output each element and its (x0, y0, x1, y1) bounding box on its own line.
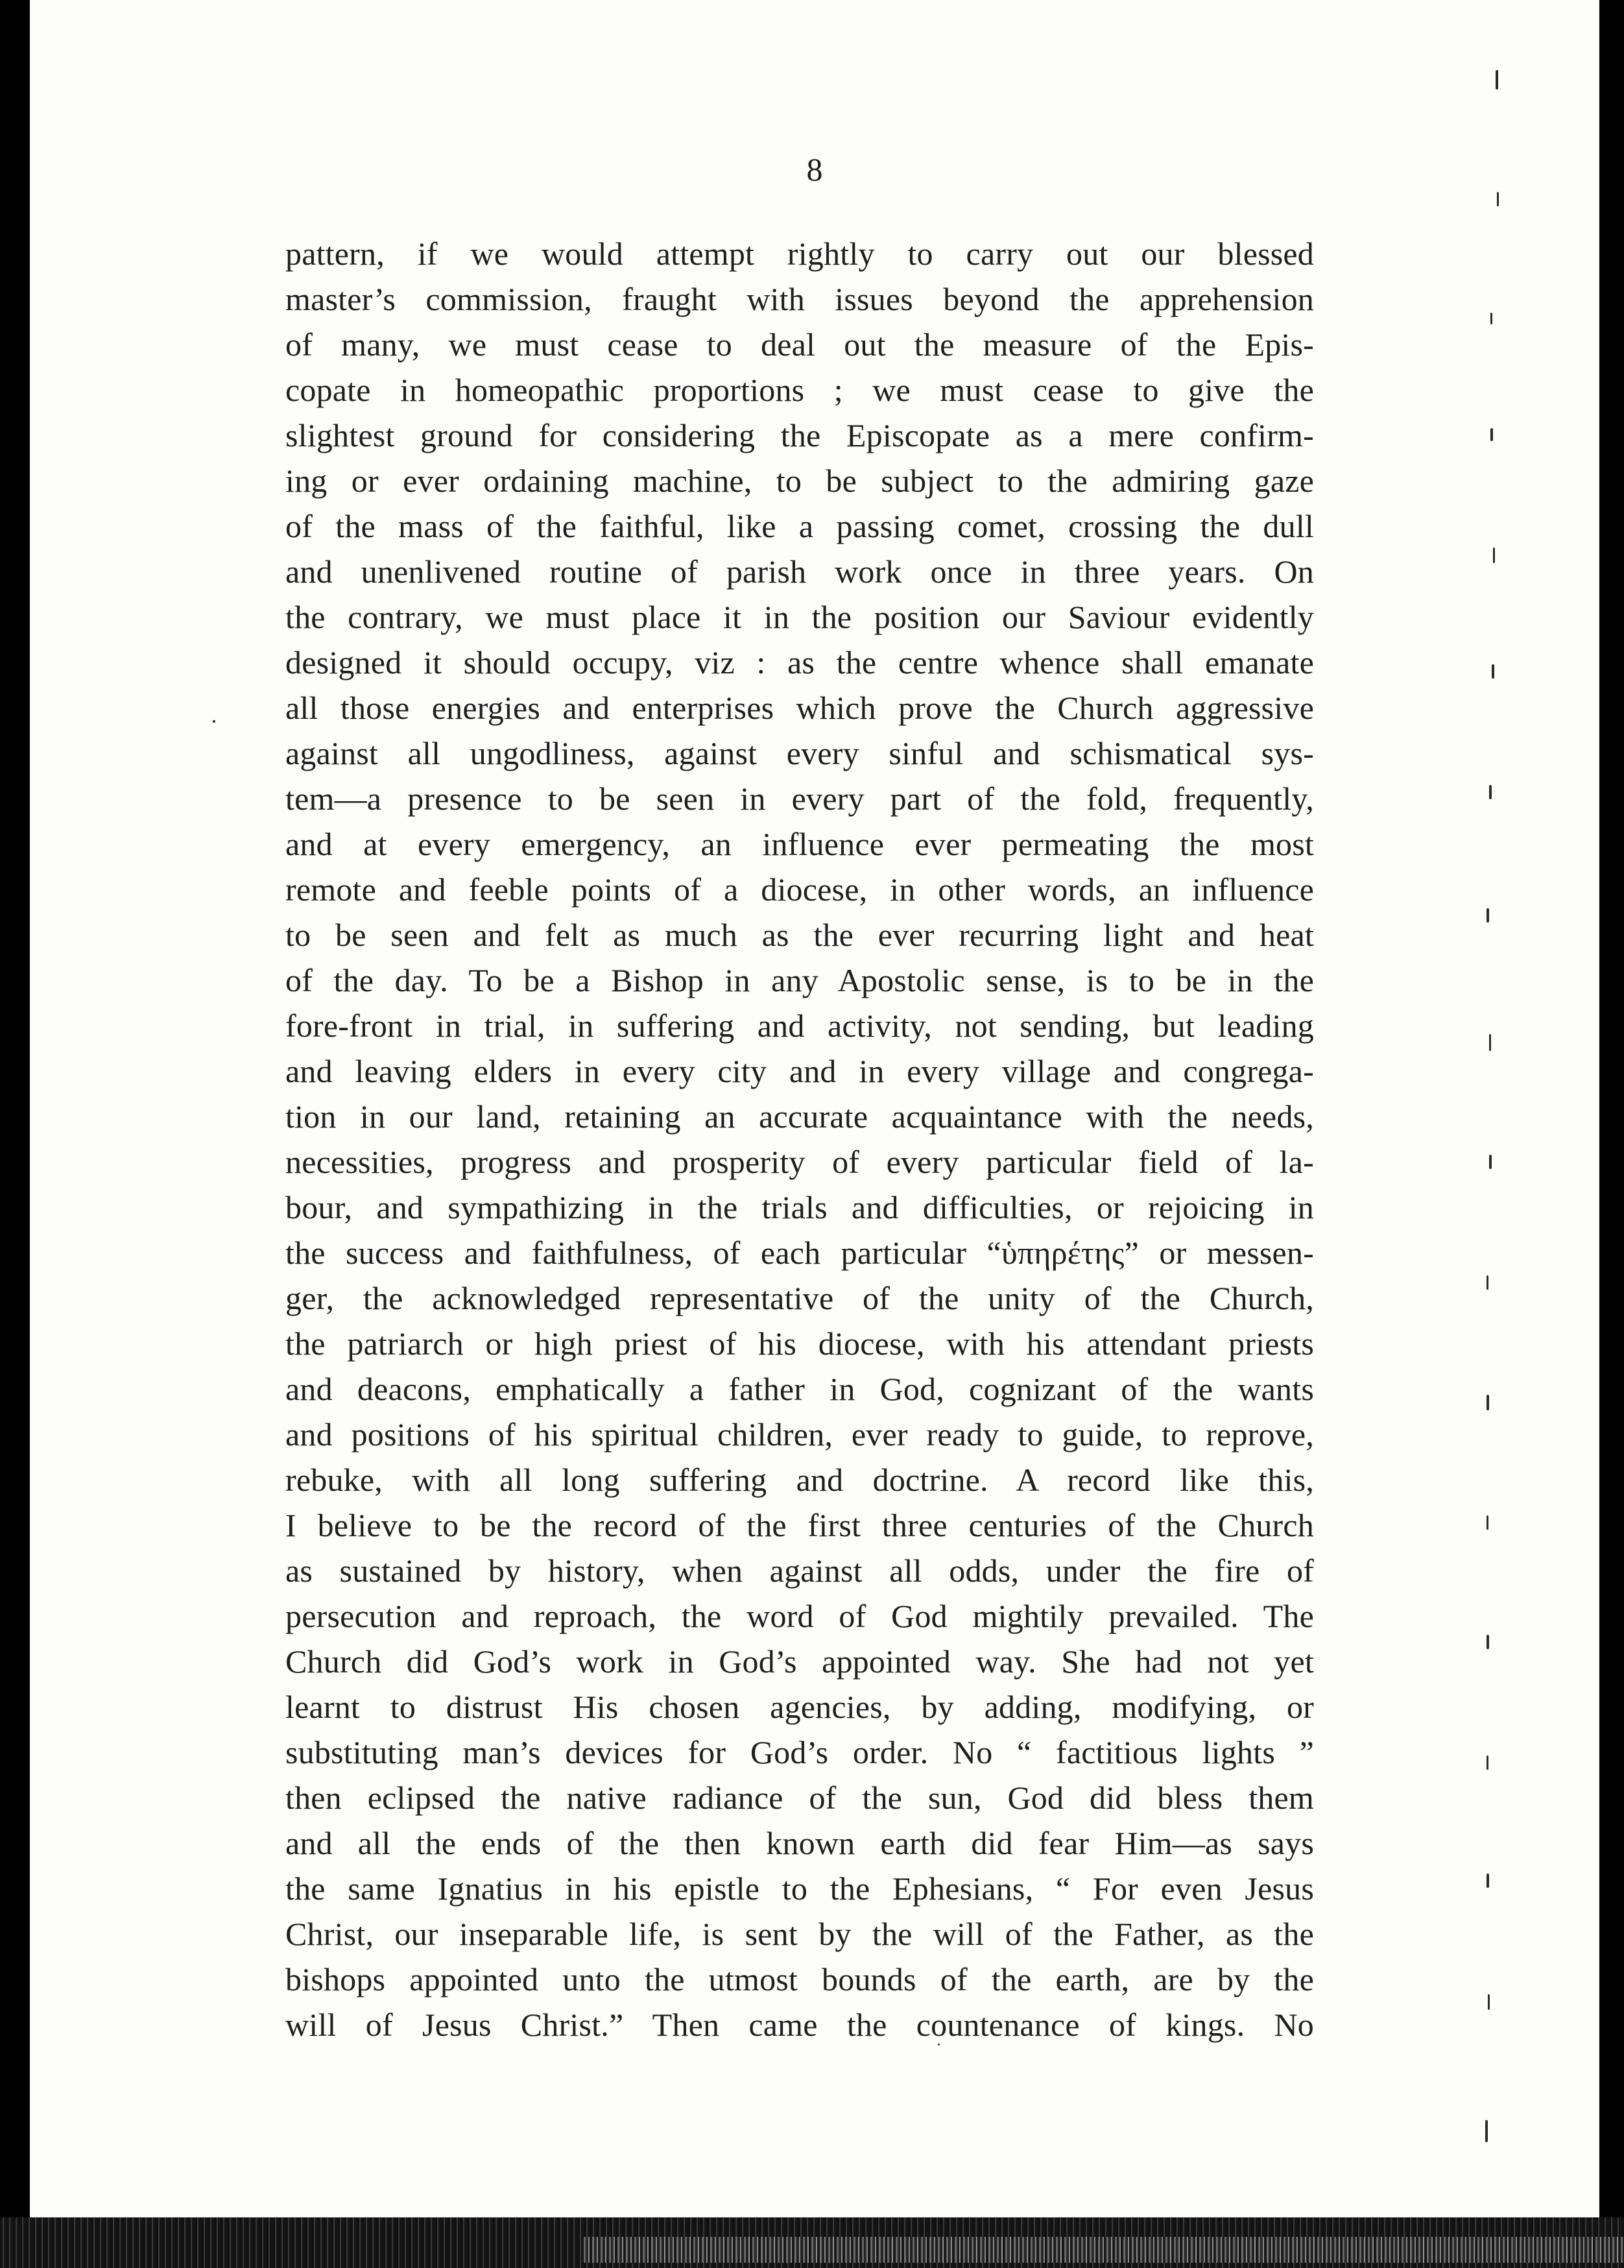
text-line-28: rebuke, with all long suffering and doctrine. A record like this, (285, 1462, 1314, 1498)
text-line-21: necessities, progress and prosperity of every particular field of la- (285, 1144, 1314, 1180)
text-line-31: persecution and reproach, the word of God mightily prevailed. The (285, 1598, 1314, 1634)
text-line-25: the patriarch or high priest of his diocese, with his attendant priests (285, 1325, 1314, 1362)
text-line-5: slightest ground for considering the Episcopate as a mere confirm- (285, 417, 1314, 453)
text-line-7: of the mass of the faithful, like a passing comet, crossing the dull (285, 508, 1314, 544)
text-line-29: I believe to be the record of the first three centuries of the Church (285, 1507, 1314, 1543)
scan-artifact-mark (1487, 1755, 1488, 1770)
text-line-17: of the day. To be a Bishop in any Apostolic sense, is to be in the (285, 962, 1314, 998)
scan-artifact-mark (1492, 664, 1494, 679)
scan-artifact-mark (1487, 1515, 1488, 1530)
scan-artifact-mark (1489, 785, 1492, 799)
text-line-34: substituting man’s devices for God’s order. No “ factitious lights ” (285, 1734, 1314, 1770)
text-line-36: and all the ends of the then known earth did fear Him—as says (285, 1825, 1314, 1861)
text-line-32: Church did God’s work in God’s appointed way. She had not yet (285, 1643, 1314, 1680)
text-line-9: the contrary, we must place it in the position our Saviour evidently (285, 599, 1314, 635)
text-line-4: copate in homeopathic proportions ; we must cease to give the (285, 372, 1314, 408)
text-line-6: ing or ever ordaining machine, to be subject to the admiring gaze (285, 463, 1314, 499)
text-line-27: and positions of his spiritual children, ever ready to guide, to reprove, (285, 1416, 1314, 1453)
text-line-8: and unenlivened routine of parish work once in three years. On (285, 553, 1314, 590)
text-line-30: as sustained by history, when against all odds, under the fire of (285, 1552, 1314, 1589)
text-line-19: and leaving elders in every city and in every village and congrega- (285, 1053, 1314, 1089)
text-line-20: tion in our land, retaining an accurate acquaintance with the needs, (285, 1098, 1314, 1135)
text-line-15: remote and feeble points of a diocese, in other words, an influence (285, 871, 1314, 908)
text-line-22: bour, and sympathizing in the trials and difficulties, or rejoicing in (285, 1189, 1314, 1225)
scan-artifact-mark (213, 720, 215, 723)
scan-artifact-mark (1493, 548, 1495, 563)
text-line-14: and at every emergency, an influence ever permeating the most (285, 826, 1314, 862)
paper-sheet (30, 0, 1599, 2217)
scan-artifact-mark (1487, 1395, 1489, 1410)
scan-artifact-mark (1497, 192, 1499, 206)
scan-artifact-mark (1490, 428, 1493, 441)
scan-artifact-mark (938, 2044, 940, 2045)
scan-artifact-mark (1487, 1275, 1488, 1290)
scan-bottom-noise (584, 2237, 1624, 2263)
scan-artifact-mark (1488, 1994, 1490, 2010)
scan-artifact-mark (1489, 1034, 1491, 1051)
text-line-37: the same Ignatius in his epistle to the Ephesians, “ For even Jesus (285, 1870, 1314, 1907)
scan-artifact-mark (1496, 70, 1498, 90)
scan-artifact-mark (1487, 908, 1489, 923)
scan-artifact-mark (1490, 313, 1492, 324)
text-line-24: ger, the acknowledged representative of the unity of the Church, (285, 1280, 1314, 1316)
text-line-35: then eclipsed the native radiance of the sun, God did bless them (285, 1779, 1314, 1816)
text-line-2: master’s commission, fraught with issues beyond the apprehension (285, 281, 1314, 317)
text-line-11: all those energies and enterprises which prove the Church aggressive (285, 690, 1314, 726)
text-line-3: of many, we must cease to deal out the measure of the Epis- (285, 326, 1314, 363)
text-line-13: tem—a presence to be seen in every part of the fold, frequently, (285, 780, 1314, 817)
text-line-1: pattern, if we would attempt rightly to carry out our blessed (285, 235, 1314, 272)
scan-artifact-mark (1489, 1155, 1492, 1169)
body-text (285, 231, 1314, 2047)
scan-artifact-mark (1487, 1874, 1489, 1888)
page-number: 8 (806, 151, 823, 187)
text-line-18: fore-front in trial, in suffering and activity, not sending, but leading (285, 1007, 1314, 1044)
text-line-26: and deacons, emphatically a father in God, cognizant of the wants (285, 1371, 1314, 1407)
text-line-40: will of Jesus Christ.” Then came the countenance of kings. No (285, 2007, 1314, 2043)
text-line-10: designed it should occupy, viz : as the centre whence shall emanate (285, 644, 1314, 681)
text-line-33: learnt to distrust His chosen agencies, by adding, modifying, or (285, 1689, 1314, 1725)
text-line-39: bishops appointed unto the utmost bounds of the earth, are by the (285, 1961, 1314, 1997)
text-line-23: the success and faithfulness, of each particular “ὑπηρέτης” or messen- (285, 1235, 1314, 1271)
scan-artifact-mark (1487, 1635, 1489, 1649)
scan-artifact-mark (1485, 2120, 1488, 2142)
text-line-38: Christ, our inseparable life, is sent by the will of the Father, as the (285, 1916, 1314, 1952)
text-line-12: against all ungodliness, against every sinful and schismatical sys- (285, 735, 1314, 771)
text-line-16: to be seen and felt as much as the ever recurring light and heat (285, 917, 1314, 953)
